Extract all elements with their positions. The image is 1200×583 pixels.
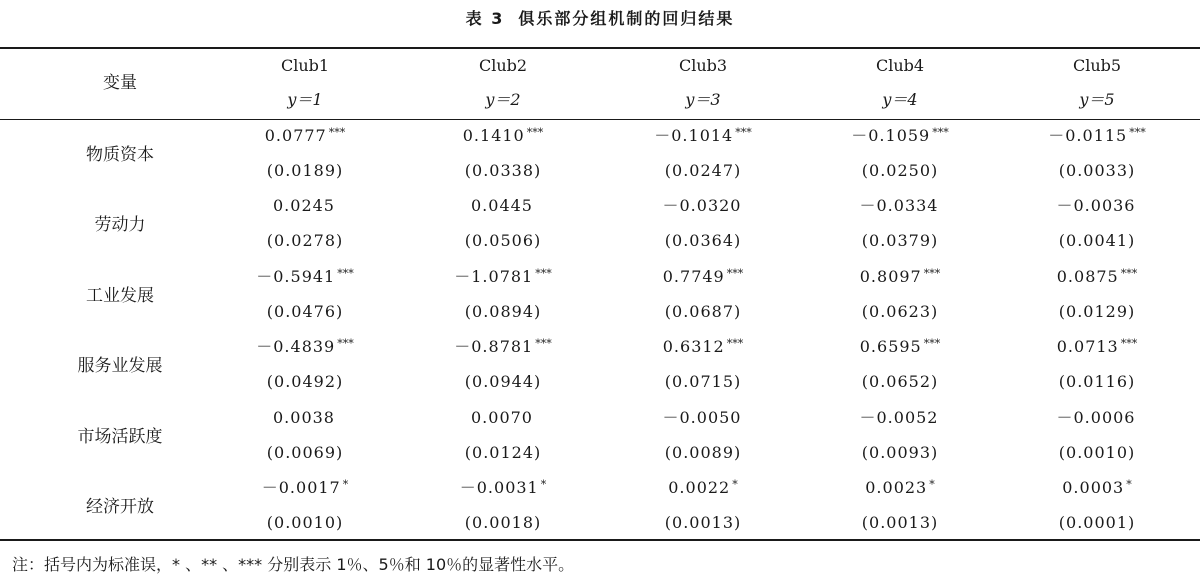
coefficient-value: 0.1410 bbox=[462, 126, 525, 145]
standard-error-cell: (0.0010) bbox=[1058, 443, 1136, 462]
significance-stars: *** bbox=[535, 337, 552, 350]
coefficient-cell bbox=[623, 264, 783, 287]
coefficient-value: －0.0031 bbox=[459, 478, 539, 497]
significance-stars: *** bbox=[328, 126, 346, 139]
y-value-header: y＝3 bbox=[685, 90, 721, 109]
coefficient-cell bbox=[1017, 334, 1177, 357]
standard-error-cell: (0.0013) bbox=[664, 513, 742, 532]
standard-error-cell: (0.0069) bbox=[266, 443, 344, 462]
standard-error-cell: (0.0506) bbox=[464, 231, 542, 250]
coefficient-cell bbox=[423, 193, 583, 216]
significance-stars: *** bbox=[726, 337, 744, 350]
coefficient-cell bbox=[225, 264, 385, 287]
coefficient-cell bbox=[623, 123, 783, 146]
coefficient-value: －0.4839 bbox=[256, 337, 336, 356]
significance-stars: *** bbox=[1120, 337, 1138, 350]
standard-error-cell: (0.0116) bbox=[1058, 372, 1136, 391]
significance-stars: * bbox=[1126, 478, 1132, 491]
coefficient-value: 0.0445 bbox=[471, 196, 533, 215]
club-header: Club5 bbox=[1072, 56, 1122, 75]
significance-stars: *** bbox=[337, 267, 354, 280]
significance-stars: * bbox=[929, 478, 935, 491]
coefficient-cell bbox=[820, 475, 980, 498]
club-header: Club1 bbox=[280, 56, 330, 75]
club-header: Club3 bbox=[678, 56, 728, 75]
standard-error-cell: (0.0278) bbox=[266, 231, 344, 250]
coefficient-value: 0.0245 bbox=[273, 196, 335, 215]
coefficient-value: －0.0115 bbox=[1048, 126, 1128, 145]
club-header: Club2 bbox=[478, 56, 528, 75]
significance-stars: *** bbox=[923, 267, 941, 280]
variable-header: 变量 bbox=[103, 73, 137, 93]
coefficient-value: 0.0777 bbox=[264, 126, 327, 145]
standard-error-cell: (0.0250) bbox=[861, 161, 939, 180]
standard-error-cell: (0.0944) bbox=[464, 372, 542, 391]
coefficient-cell bbox=[225, 123, 385, 146]
row-label: 物质资本 bbox=[86, 145, 154, 165]
significance-stars: *** bbox=[526, 126, 544, 139]
coefficient-value: 0.0022 bbox=[668, 478, 731, 497]
y-value-header: y＝5 bbox=[1079, 90, 1115, 109]
significance-stars: *** bbox=[535, 267, 552, 280]
significance-stars: *** bbox=[932, 126, 949, 139]
coefficient-cell bbox=[1017, 405, 1177, 428]
coefficient-cell bbox=[1017, 264, 1177, 287]
coefficient-cell bbox=[623, 334, 783, 357]
standard-error-cell: (0.0652) bbox=[861, 372, 939, 391]
coefficient-value: 0.0038 bbox=[273, 408, 335, 427]
coefficient-cell bbox=[623, 405, 783, 428]
coefficient-cell bbox=[423, 334, 583, 357]
table-note: 注：括号内为标准误，* 、** 、*** 分别表示 1％、5％和 10％的显著性水平。 bbox=[12, 555, 575, 574]
significance-stars: * bbox=[732, 478, 738, 491]
standard-error-cell: (0.0364) bbox=[664, 231, 742, 250]
y-value-header: y＝1 bbox=[287, 90, 323, 109]
standard-error-cell: (0.0189) bbox=[266, 161, 344, 180]
coefficient-cell bbox=[423, 405, 583, 428]
standard-error-cell: (0.0010) bbox=[266, 513, 344, 532]
coefficient-cell bbox=[820, 123, 980, 146]
standard-error-cell: (0.0379) bbox=[861, 231, 939, 250]
significance-stars: *** bbox=[1120, 267, 1138, 280]
coefficient-value: －0.0036 bbox=[1056, 196, 1136, 215]
standard-error-cell: (0.0124) bbox=[464, 443, 542, 462]
standard-error-cell: (0.0033) bbox=[1058, 161, 1136, 180]
coefficient-value: 0.0713 bbox=[1056, 337, 1119, 356]
coefficient-value: －0.1014 bbox=[654, 126, 734, 145]
row-label: 工业发展 bbox=[86, 286, 154, 306]
coefficient-cell bbox=[423, 264, 583, 287]
standard-error-cell: (0.0089) bbox=[664, 443, 742, 462]
coefficient-value: －0.0017 bbox=[261, 478, 341, 497]
coefficient-value: －1.0781 bbox=[454, 267, 534, 286]
row-label: 服务业发展 bbox=[77, 356, 163, 376]
significance-stars: *** bbox=[735, 126, 752, 139]
top-rule bbox=[0, 47, 1200, 49]
coefficient-cell bbox=[820, 264, 980, 287]
standard-error-cell: (0.0687) bbox=[664, 302, 742, 321]
standard-error-cell: (0.0093) bbox=[861, 443, 939, 462]
significance-stars: *** bbox=[337, 337, 354, 350]
coefficient-value: －0.5941 bbox=[256, 267, 336, 286]
significance-stars: * bbox=[342, 478, 349, 491]
standard-error-cell: (0.0018) bbox=[464, 513, 542, 532]
coefficient-cell bbox=[1017, 475, 1177, 498]
club-header: Club4 bbox=[875, 56, 925, 75]
coefficient-cell bbox=[623, 193, 783, 216]
standard-error-cell: (0.0041) bbox=[1058, 231, 1136, 250]
table-number: 表 3 bbox=[465, 9, 505, 28]
significance-stars: * bbox=[540, 478, 547, 491]
coefficient-cell bbox=[623, 475, 783, 498]
standard-error-cell: (0.0013) bbox=[861, 513, 939, 532]
standard-error-cell: (0.0247) bbox=[664, 161, 742, 180]
coefficient-cell bbox=[423, 123, 583, 146]
coefficient-cell bbox=[820, 334, 980, 357]
row-label: 劳动力 bbox=[94, 215, 146, 235]
y-value-header: y＝4 bbox=[882, 90, 918, 109]
row-label: 经济开放 bbox=[86, 497, 154, 517]
coefficient-value: －0.0052 bbox=[859, 408, 939, 427]
coefficient-value: 0.6595 bbox=[859, 337, 922, 356]
coefficient-value: －0.0006 bbox=[1056, 408, 1136, 427]
header-rule bbox=[0, 119, 1200, 120]
coefficient-cell bbox=[820, 193, 980, 216]
coefficient-value: 0.0003 bbox=[1062, 478, 1125, 497]
coefficient-cell bbox=[225, 193, 385, 216]
coefficient-cell bbox=[820, 405, 980, 428]
y-value-header: y＝2 bbox=[485, 90, 521, 109]
coefficient-value: 0.0023 bbox=[865, 478, 928, 497]
coefficient-cell bbox=[1017, 193, 1177, 216]
coefficient-cell bbox=[1017, 123, 1177, 146]
coefficient-cell bbox=[225, 334, 385, 357]
row-label: 市场活跃度 bbox=[77, 427, 163, 447]
coefficient-cell bbox=[225, 405, 385, 428]
standard-error-cell: (0.0623) bbox=[861, 302, 939, 321]
coefficient-value: 0.0875 bbox=[1056, 267, 1119, 286]
standard-error-cell: (0.0001) bbox=[1058, 513, 1136, 532]
coefficient-value: －0.1059 bbox=[851, 126, 931, 145]
standard-error-cell: (0.0338) bbox=[464, 161, 542, 180]
coefficient-value: －0.0334 bbox=[859, 196, 939, 215]
coefficient-value: 0.7749 bbox=[662, 267, 725, 286]
standard-error-cell: (0.0894) bbox=[464, 302, 542, 321]
table-caption bbox=[0, 6, 1200, 29]
table-title: 俱乐部分组机制的回归结果 bbox=[518, 9, 735, 28]
standard-error-cell: (0.0715) bbox=[664, 372, 742, 391]
coefficient-value: －0.8781 bbox=[454, 337, 534, 356]
coefficient-cell bbox=[423, 475, 583, 498]
standard-error-cell: (0.0492) bbox=[266, 372, 344, 391]
bottom-rule bbox=[0, 539, 1200, 541]
coefficient-value: －0.0050 bbox=[662, 408, 742, 427]
standard-error-cell: (0.0129) bbox=[1058, 302, 1136, 321]
coefficient-value: 0.8097 bbox=[859, 267, 922, 286]
significance-stars: *** bbox=[726, 267, 744, 280]
significance-stars: *** bbox=[923, 337, 941, 350]
coefficient-value: 0.6312 bbox=[662, 337, 725, 356]
coefficient-cell bbox=[225, 475, 385, 498]
coefficient-value: 0.0070 bbox=[471, 408, 533, 427]
coefficient-value: －0.0320 bbox=[662, 196, 742, 215]
significance-stars: *** bbox=[1129, 126, 1146, 139]
standard-error-cell: (0.0476) bbox=[266, 302, 344, 321]
